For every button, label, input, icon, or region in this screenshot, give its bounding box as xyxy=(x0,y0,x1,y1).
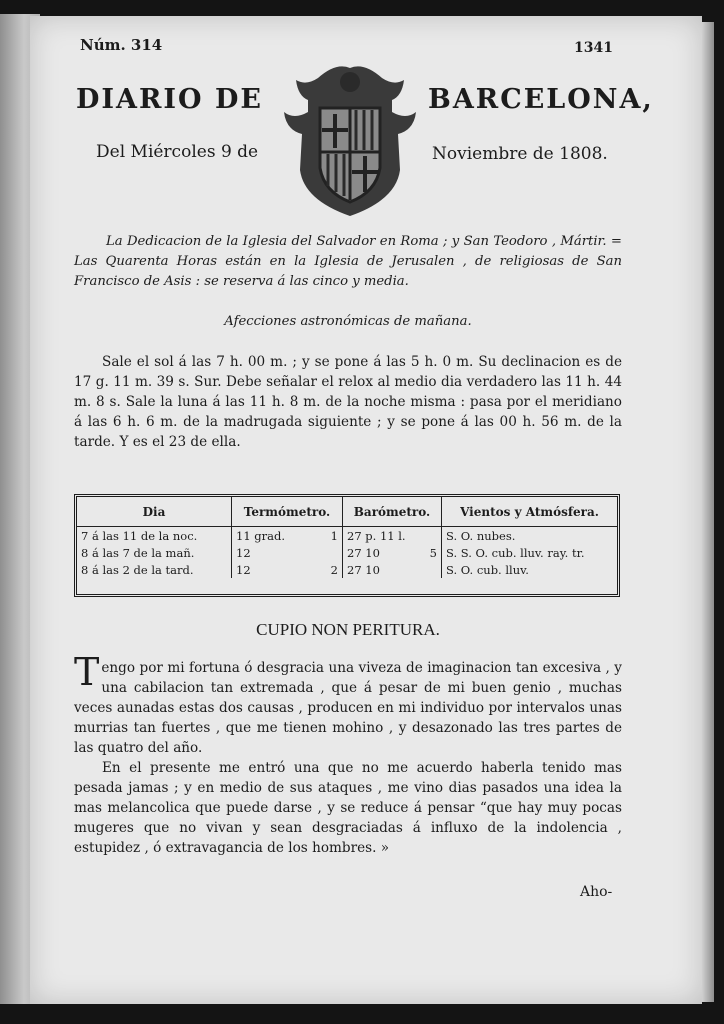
cell-termo: 12 xyxy=(232,544,343,561)
astronomy-text: Sale el sol á las 7 h. 00 m. ; y se pone á las 5 h. 0 m. Su declinacion es de 17 g. 11 m. 39 s. Sur. Debe señalar el relox al medio dia verdadero las 11 h. 44 m. 8 s. Sale la luna á las 11 h. 8 m. de la noche misma : pasa por el meridiano á las 6 h. 6 m. de la madrugada siguiente ; y se pone á las 00 h. 56 m. de la tarde. Y es el 23 de ella. xyxy=(74,354,622,450)
page-number: 1341 xyxy=(574,40,613,56)
astronomy-heading: Afecciones astronómicas de mañana. xyxy=(224,314,472,329)
cell-viento: S. O. cub. lluv. xyxy=(446,562,529,577)
table-row xyxy=(77,561,617,578)
article-body xyxy=(74,650,622,858)
coat-of-arms-icon xyxy=(276,60,424,224)
col-termometro: Termómetro. xyxy=(232,497,343,527)
cell-baro: 27 p. 11 l. xyxy=(343,527,442,545)
article-title: CUPIO NON PERITURA. xyxy=(256,620,440,639)
cell-termo: 12 2 xyxy=(232,561,343,578)
drop-cap: T xyxy=(74,650,100,694)
cell-viento: S. S. O. cub. lluv. ray. tr. xyxy=(446,545,585,560)
paragraph: Tengo por mi fortuna ó desgracia una viveza de imaginacion tan excesiva , y una cabilacion tan extremada , que á pesar de mi buen genio , muchas veces aunadas estas dos causas , producen en mi individuo por intervalos unas murrias tan fuertes , que me tienen mohino , y desazonado las tres partes de las quatro del año. xyxy=(74,650,622,756)
catchword: Aho- xyxy=(580,884,613,900)
cell-dia: 8 á las 2 de la tard. xyxy=(77,561,232,578)
paragraph: En el presente me entró una que no me acuerdo haberla tenido mas pesada jamas ; y en medio de sus ataques , me vino dias pasados una idea la mas melancolica que puede darse , y se reduce á pensar “que hay muy pocas mugeres que no vivan y sean desgraciadas á influxo de la indolencia , estupidez , ó extravagancia de los hombres. » xyxy=(74,760,622,856)
masthead-title-right: BARCELONA, xyxy=(428,84,654,115)
cell-dia: 7 á las 11 de la noc. xyxy=(77,527,232,545)
masthead-title-left: DIARIO DE xyxy=(76,84,263,115)
date-left: Del Miércoles 9 de xyxy=(96,142,259,162)
cell-baro: 27 10 5 xyxy=(343,544,442,561)
issue-number: Núm. 314 xyxy=(80,36,163,54)
cell-baro: 27 10 xyxy=(343,561,442,578)
date-right: Noviembre de 1808. xyxy=(432,144,608,164)
col-vientos: Vientos y Atmósfera. xyxy=(442,497,618,527)
col-barometro: Barómetro. xyxy=(343,497,442,527)
cell-dia: 8 á las 7 de la mañ. xyxy=(77,544,232,561)
cell-viento: S. O. nubes. xyxy=(446,528,516,543)
religious-notice: La Dedicacion de la Iglesia del Salvador en Roma ; y San Teodoro , Mártir. = Las Quarenta Horas están en la Iglesia de Jerusalen , de religiosas de San Francisco de Asis : se reserva á las cinco y media. xyxy=(74,234,622,289)
cell-termo: 11 grad. 1 xyxy=(232,527,343,545)
weather-table-header xyxy=(77,497,617,527)
table-row xyxy=(77,527,617,545)
table-row xyxy=(77,544,617,561)
page-stack-edge xyxy=(702,22,714,1002)
weather-table xyxy=(74,494,620,597)
col-dia: Dia xyxy=(77,497,232,527)
